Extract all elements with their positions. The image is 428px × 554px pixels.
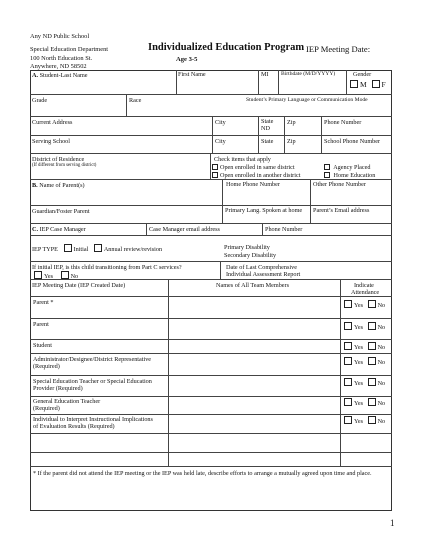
primary-disability-label: Primary Disability [224,244,270,251]
other-phone-label: Other Phone Number [313,181,366,188]
team-role-line1: Individual to Interpret Instructional Implications [33,416,153,423]
team-role-line2: Provider (Required) [33,385,83,392]
parent-email-label: Parent’s Email address [313,207,370,214]
no-label: No [377,418,386,425]
case-manager-text: IEP Case Manager [39,226,86,233]
gender-f-label: F [381,80,386,89]
agency-placed-label: Agency Placed [333,164,371,171]
department-street: 100 North Education St. [30,55,93,62]
yes-label: Yes [354,302,364,309]
meeting-date-label: IEP Meeting Date: [306,44,371,54]
case-manager-label [32,226,86,233]
comprehensive-label-2: Individual Assessment Report [226,271,301,278]
mi-label: MI [261,71,269,78]
school-zip-label: Zip [287,138,296,145]
no-checkbox[interactable] [368,342,376,350]
race-label: Race [129,97,142,104]
school-name: Any ND Public School [30,33,90,40]
zip-label: Zip [287,119,296,126]
open-same-checkbox[interactable] [212,164,218,170]
transition-yes-label: Yes [44,273,54,280]
gender-m-checkbox[interactable] [350,80,358,88]
parent-names-text: Name of Parent(s) [39,182,85,189]
no-checkbox[interactable] [368,322,376,330]
section-c-label: C. [32,226,39,233]
attendance-options [344,416,385,425]
annual-checkbox[interactable] [94,244,102,252]
page-title: Individualized Education Program [148,42,305,53]
student-last-name-text: Student-Last Name [39,72,88,79]
primary-lang-label: Primary Lang. Spoken at home [225,207,303,214]
birthdate-label: Birthdate (M/D/YYYY) [281,71,336,77]
team-role-line1: Administrator/Designee/District Representative [33,356,152,363]
phone-number-label: Phone Number [324,119,362,126]
serving-school-label: Serving School [32,138,70,145]
transition-yes-checkbox[interactable] [34,271,42,279]
team-role-line1: Parent * [33,299,54,306]
grade-label: Grade [32,97,48,104]
attendance-options [344,398,385,407]
language-label: Student’s Primary Language or Communication Mode [246,97,368,103]
team-row-role [33,416,166,430]
city-label: City [215,119,226,126]
initial-label: Initial [73,246,89,253]
team-role-line1: Special Education Teacher or Special Education [33,378,152,385]
state-nd-label: State ND [261,118,274,132]
transition-no-label: No [70,273,79,280]
school-phone-label: School Phone Number [324,138,381,145]
agency-placed-checkbox[interactable] [324,164,330,170]
home-phone-label: Home Phone Number [226,181,280,188]
agency-placed-option [324,164,371,171]
attendance-options [344,300,385,309]
department-city: Anywhere, ND 58502 [30,63,87,70]
yes-checkbox[interactable] [344,416,352,424]
yes-label: Yes [354,344,364,351]
open-another-label: Open enrolled in another district [220,172,301,179]
attendance-options [344,357,385,366]
team-row-role [33,299,166,306]
team-row-role [33,398,166,412]
open-another-checkbox[interactable] [212,172,218,178]
secondary-disability-label: Secondary Disability [224,252,277,259]
team-role-line2: of Evaluation Results (Required) [33,423,115,430]
team-row-role [33,378,166,392]
transition-no-checkbox[interactable] [61,271,69,279]
school-city-label: City [215,138,226,145]
yes-checkbox[interactable] [344,322,352,330]
transition-question: If initial IEP, is this child transitioning from Part C services? [32,264,182,271]
no-checkbox[interactable] [368,378,376,386]
district-of-residence-label: District of Residence [32,156,85,163]
yes-label: Yes [354,418,364,425]
team-role-line2: (Required) [33,363,60,370]
transition-options [34,271,78,280]
yes-checkbox[interactable] [344,342,352,350]
age-range: Age 3-5 [176,56,198,63]
initial-checkbox[interactable] [64,244,72,252]
comprehensive-label-1: Date of Last Comprehensive [226,264,297,271]
no-label: No [377,359,386,366]
no-label: No [377,380,386,387]
gender-options [350,80,386,89]
current-address-label: Current Address [32,119,73,126]
open-same-label: Open enrolled in same district [220,164,295,171]
no-label: No [377,302,386,309]
team-row-role [33,342,166,349]
home-education-option [324,172,375,179]
open-same-option [212,164,295,171]
yes-label: Yes [354,359,364,366]
parent-names-label [32,182,85,189]
team-role-line1: General Education Teacher [33,398,101,405]
case-phone-label: Phone Number [265,226,303,233]
yes-label: Yes [354,380,364,387]
yes-label: Yes [354,324,364,331]
yes-checkbox[interactable] [344,357,352,365]
team-role-line2: (Required) [33,405,60,412]
student-last-name-label [32,72,88,79]
team-row-role [33,356,166,370]
guardian-label: Guardian/Foster Parent [32,208,90,215]
footnote: * If the parent did not attend the IEP meeting or the IEP was held late, describe efforts to arrange a mutually agreed upon time and place. [33,470,372,477]
case-email-label: Case Manager email address [149,226,220,233]
form-frame [30,70,392,511]
team-role-line1: Student [33,342,52,349]
no-label: No [377,344,386,351]
yes-checkbox[interactable] [344,378,352,386]
section-b-label: B. [32,182,38,189]
home-education-label: Home Education [333,172,376,179]
attendance-header-1: Indicate [354,282,374,289]
no-label: No [377,400,386,407]
no-label: No [377,324,386,331]
no-checkbox[interactable] [368,300,376,308]
district-note: (If different from serving district) [32,163,97,168]
team-role-line1: Parent [33,321,49,328]
gender-f-checkbox[interactable] [372,80,380,88]
team-row-role [33,321,166,328]
attendance-options [344,322,385,331]
iep-type-row [32,244,162,253]
gender-label: Gender [353,71,372,78]
attendance-options [344,342,385,351]
section-a-label: A. [32,72,39,79]
home-education-checkbox[interactable] [324,172,330,178]
yes-checkbox[interactable] [344,398,352,406]
school-state-label: State [261,138,274,145]
yes-label: Yes [354,400,364,407]
attendance-options [344,378,385,387]
annual-label: Annual review/revision [103,246,163,253]
page-number: 1 [390,518,395,528]
no-checkbox[interactable] [368,398,376,406]
no-checkbox[interactable] [368,357,376,365]
check-items-label: Check items that apply [214,156,271,163]
team-names-header: Names of All Team Members [216,282,289,289]
no-checkbox[interactable] [368,416,376,424]
department-name: Special Education Department [30,46,109,53]
attendance-header-2: Attendance [351,289,380,296]
open-another-option [212,172,300,179]
first-name-label: First Name [178,71,206,78]
gender-m-label: M [360,80,367,89]
team-meeting-date-header: IEP Meeting Date (IEP Created Date) [32,282,126,289]
iep-type-label: IEP TYPE [32,246,58,253]
yes-checkbox[interactable] [344,300,352,308]
